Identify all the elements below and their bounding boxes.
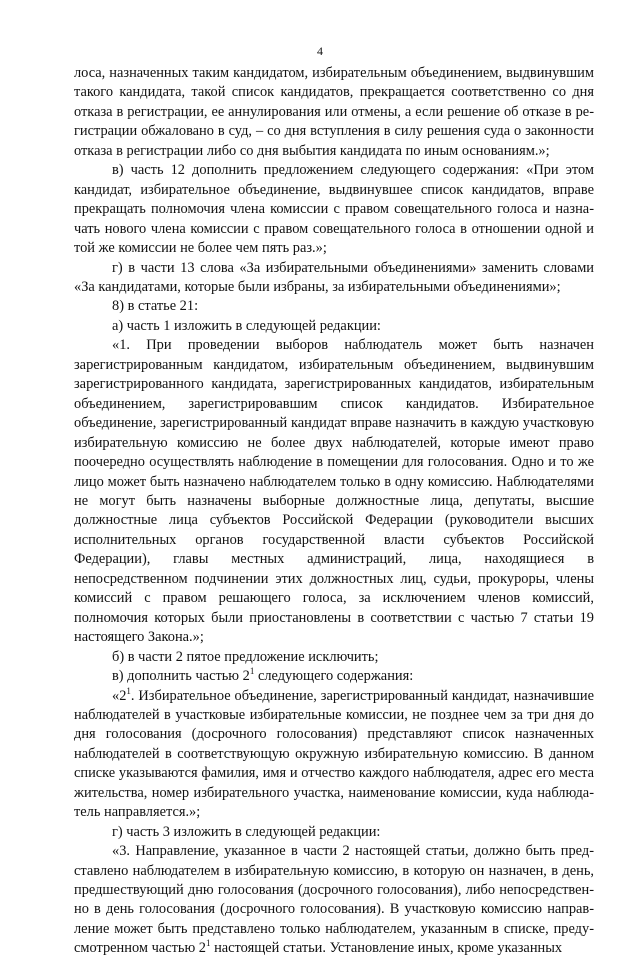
paragraph: а) часть 1 изложить в следующей редакции: [112,317,381,334]
paragraph: лоса, назначенных таким кандидатом, избирательным объединением, выдвинувшим такого кандидата, такой список кандидатов, прекращается соответственно со дня отказа в регистрации, ее аннулирования или отмены, а если решение об отказе в регистрации обжаловано в суд, – со дня вступления в силу решения суда о законности отказа в регистрации либо со дня выбытия кандидата по иным основаниям.»; [74,65,594,159]
document-body [74,64,594,959]
paragraph-text: настоящей статьи. Установление иных, кроме указанных [210,940,563,957]
paragraph [74,842,594,959]
superscript: 1 [126,685,131,696]
paragraph [74,687,594,823]
paragraph: г) в части 13 слова «За избирательными объединениями» заменить словами «За кандидатами, которые были избраны, за избирательными объединениями»; [74,259,594,295]
paragraph: б) в части 2 пятое предложение исключить; [112,648,379,665]
paragraph-text: следующего содержания: [254,668,414,685]
paragraph: г) часть 3 изложить в следующей редакции: [112,823,381,840]
paragraph: «1. При проведении выборов наблюдатель может быть назначен зарегистрированным кандидатом, избирательным объединением, выдвинувшим зарегистрированного кандидата, зарегистрированных кандидатов, избирательным объединением, зарегистрировавшим список кандидатов. Избирательное объединение, зарегистрированный кандидат вправе назначить в каждую участковую избирательную комиссию не более двух наблюдателей, которые имеют право поочередно осуществлять наблюдение в помещении для голосования. Одно и то же лицо может быть назначено наблюдателем только в одну комиссию. Наблюдателями не могут быть назначены выборные должностные лица, депутаты, высшие должностные лица субъектов Российской Федерации (руководители высших исполнительных органов государственной власти субъектов Российской Федерации), главы местных администраций, лица, находящиеся в непосредственном подчинении этих должностных лиц, судьи, прокуроры, члены комиссий с правом решающего голоса, за исключением членов комиссий, полномочия которых были приостановлены в соответствии с частью 7 статьи 19 настоящего Закона.»; [74,337,594,646]
paragraph [74,667,594,686]
paragraph-text: . Избирательное объединение, зарегистрированный кандидат, назначившие наблюдателей в участковые избирательные комиссии, не позднее чем за три дня до дня голосования (досрочного голосования) представляют список назначенных наблюдателей в соответствующую окружную избирательную комиссию. В данном списке указываются фамилия, имя и отчество каждого наблюдателя, адрес его места жительства, номер избирательного участка, наименование комиссии, куда наблюдатель направляется.»; [74,687,594,821]
superscript: 1 [249,666,255,677]
paragraph: в) часть 12 дополнить предложением следующего содержания: «При этом кандидат, избирательное объединение, выдвинувшее список кандидатов, вправе прекращать полномочия члена комиссии с правом совещательного голоса и назначать нового члена комиссии с правом совещательного голоса в отношении одной и той же комиссии не более чем пять раз.»; [74,162,594,257]
paragraph: 8) в статье 21: [112,298,199,315]
superscript: 1 [205,938,211,949]
paragraph-text: «3. Направление, указанное в части 2 настоящей статьи, должно быть представлено наблюдателем в избирательную комиссию, в которую он назначен, в день, предшествующий дню голосования (досрочного голосования), либо непосредственно в день голосования (досрочного голосования). В участковую комиссию направление может быть представлено только наблюдателем, указанным в списке, предусмотренном частью 2 [74,843,594,957]
page-number: 4 [317,44,323,58]
paragraph-text: в) дополнить частью 2 [112,668,250,685]
paragraph-text: «2 [112,687,127,704]
